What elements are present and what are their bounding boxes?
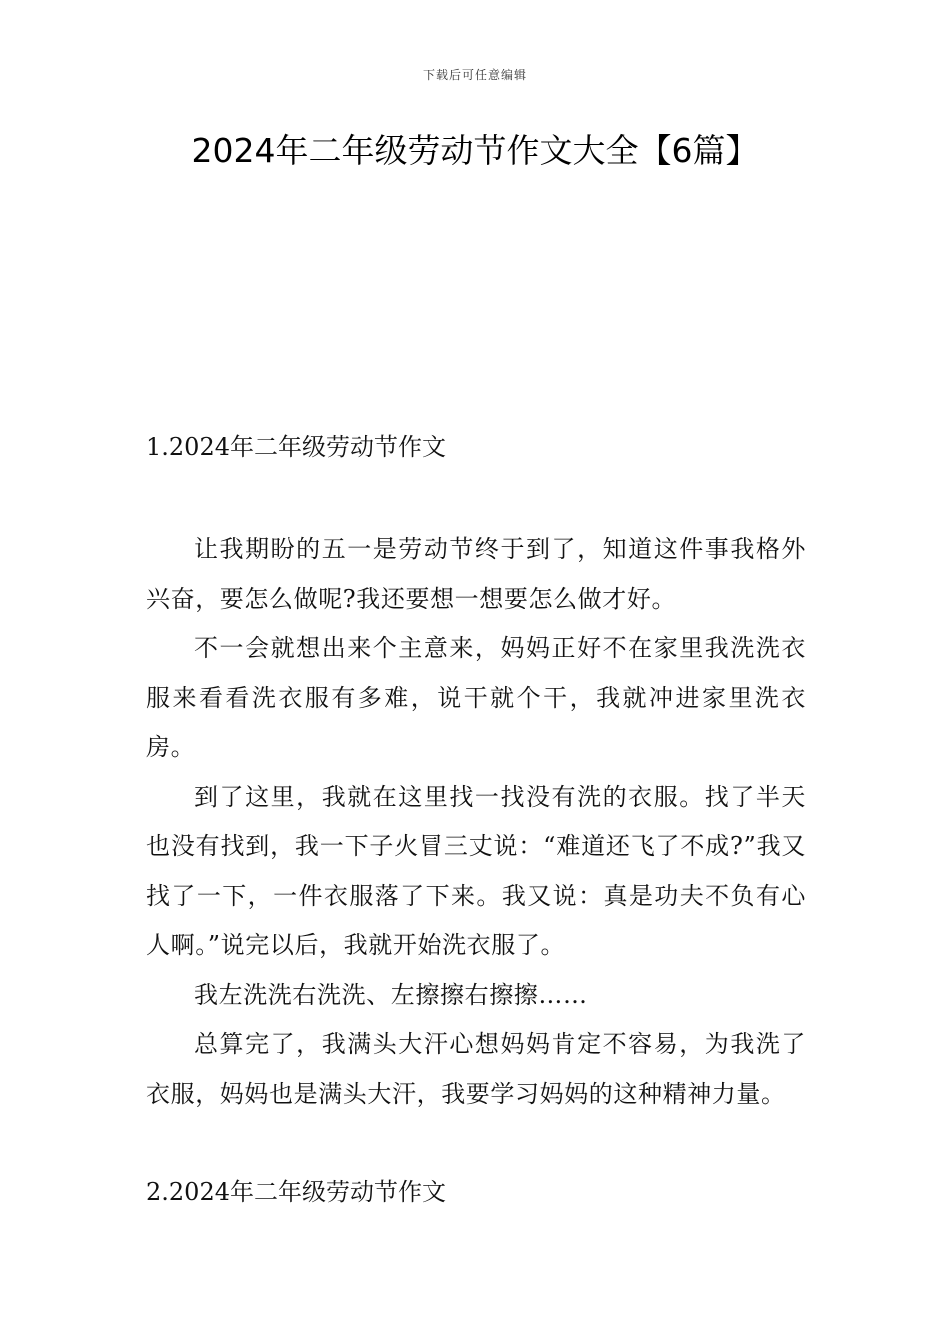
paragraph: 我左洗洗右洗洗、左擦擦右擦擦…… [194, 980, 588, 1009]
document-title: 2024年二年级劳动节作文大全【6篇】 [191, 131, 759, 170]
paragraph: 不一会就想出来个主意来，妈妈正好不在家里我洗洗衣服来看看洗衣服有多难，说干就个干，我就冲进家里洗衣房。 [146, 634, 806, 761]
paragraph: 让我期盼的五一是劳动节终于到了，知道这件事我格外兴奋，要怎么做呢?我还要想一想要怎么做才好。 [146, 535, 806, 613]
paragraph: 到了这里，我就在这里找一找没有洗的衣服。找了半天也没有找到，我一下子火冒三丈说：“难道还飞了不成?”我又找了一下，一件衣服落了下来。我又说：真是功夫不负有心人啊。”说完以后，我就开始洗衣服了。 [146, 782, 806, 959]
section-1-body [146, 525, 806, 1119]
paragraph: 总算完了，我满头大汗心想妈妈肯定不容易，为我洗了衣服，妈妈也是满头大汗，我要学习妈妈的这种精神力量。 [146, 1030, 806, 1108]
section-heading-1: 1.2024年二年级劳动节作文 [146, 433, 446, 461]
section-heading-2: 2.2024年二年级劳动节作文 [146, 1178, 446, 1206]
header-note: 下载后可任意编辑 [422, 68, 527, 82]
